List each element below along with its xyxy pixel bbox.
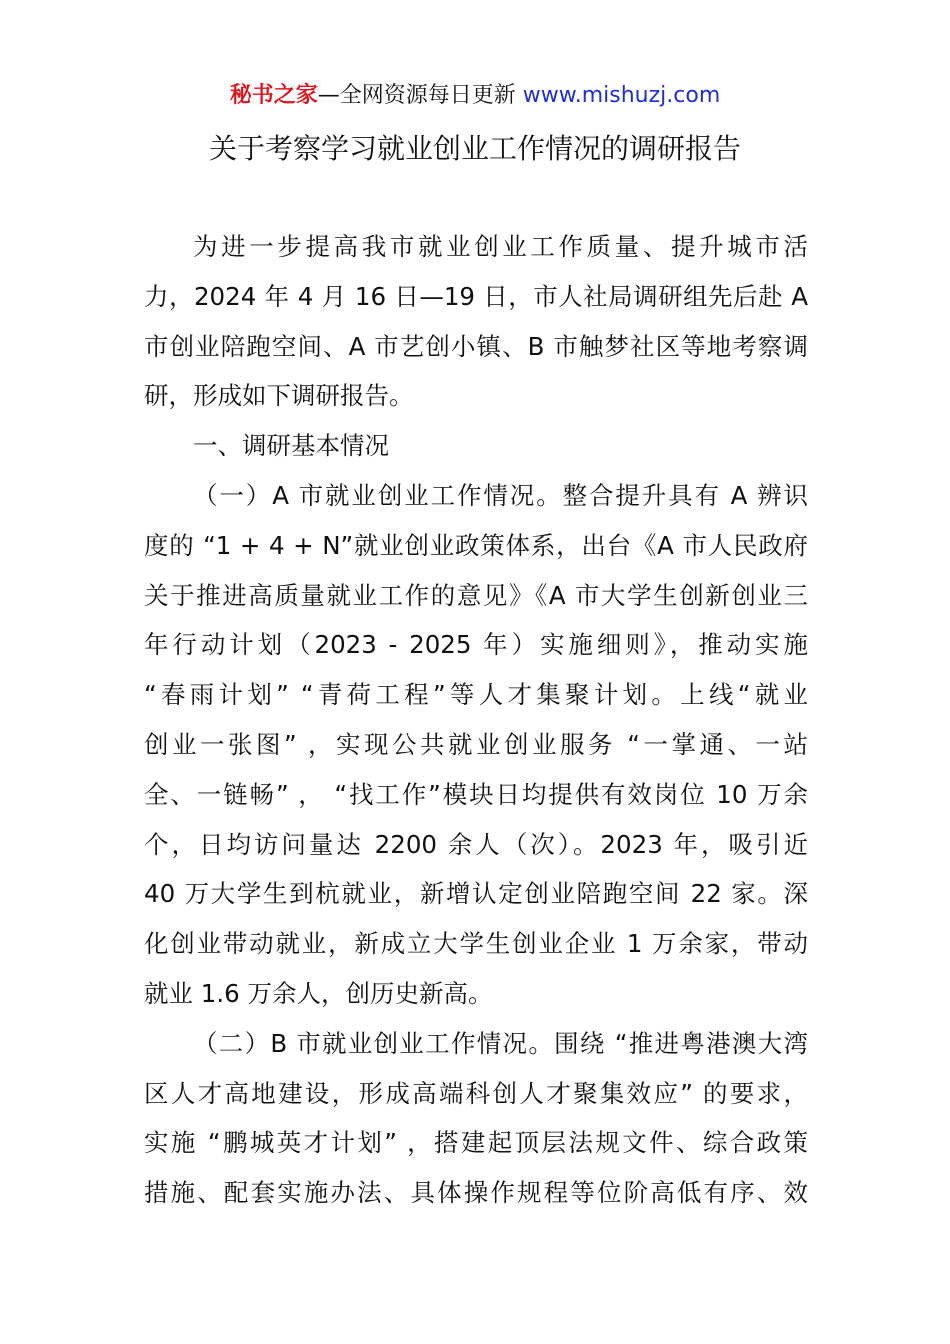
- text-line: 力，2024 年 4 月 16 日—19 日，市人社局调研组先后赴 A: [144, 281, 808, 311]
- text-line: 全、一链畅” ， “找工作”模块日均提供有效岗位 10 万余: [144, 779, 808, 809]
- text-line: 区人才高地建设，形成高端科创人才聚集效应” 的要求，: [144, 1078, 808, 1108]
- text-line: 化创业带动就业，新成立大学生创业企业 1 万余家，带动: [144, 929, 808, 959]
- site-header: [0, 78, 950, 114]
- site-slogan: —全网资源每日更新: [317, 83, 523, 108]
- text-line: （一）A 市就业创业工作情况。整合提升具有 A 辨识: [193, 480, 808, 510]
- text-line: 实施 “鹏城英才计划” ，搭建起顶层法规文件、综合政策: [144, 1128, 808, 1158]
- text-line: 关于推进高质量就业工作的意见》《A 市大学生创新创业三: [144, 580, 808, 610]
- text-line: 为进一步提高我市就业创业工作质量、提升城市活: [193, 232, 808, 261]
- text-line: “春雨计划” “青荷工程”等人才集聚计划。上线“就业: [144, 680, 808, 710]
- brand-name: 秘书之家: [229, 83, 318, 108]
- text-line: 市创业陪跑空间、A 市艺创小镇、B 市触梦社区等地考察调: [144, 331, 808, 361]
- text-line: 年行动计划（2023 - 2025 年）实施细则》，推动实施: [144, 630, 808, 660]
- document-title: 关于考察学习就业创业工作情况的调研报告: [208, 132, 741, 165]
- text-line: 创业一张图” ，实现公共就业创业服务 “一掌通、一站: [144, 729, 808, 759]
- document-body: [144, 222, 808, 1218]
- text-line: 措施、配套实施办法、具体操作规程等位阶高低有序、效: [144, 1178, 808, 1208]
- text-line: 40 万大学生到杭就业，新增认定创业陪跑空间 22 家。深: [144, 879, 808, 909]
- text-line: 就业 1.6 万余人，创历史新高。: [144, 978, 493, 1008]
- text-line: 一、调研基本情况: [193, 431, 389, 461]
- text-line: 度的 “1 + 4 + N”就业创业政策体系，出台《A 市人民政府: [144, 530, 808, 560]
- text-line: 研，形成如下调研报告。: [144, 381, 414, 411]
- text-line: （二）B 市就业创业工作情况。围绕 “推进粤港澳大湾: [193, 1028, 808, 1058]
- site-url[interactable]: www.mishuzj.com: [522, 83, 721, 108]
- text-line: 个，日均访问量达 2200 余人（次）。2023 年，吸引近: [144, 829, 808, 859]
